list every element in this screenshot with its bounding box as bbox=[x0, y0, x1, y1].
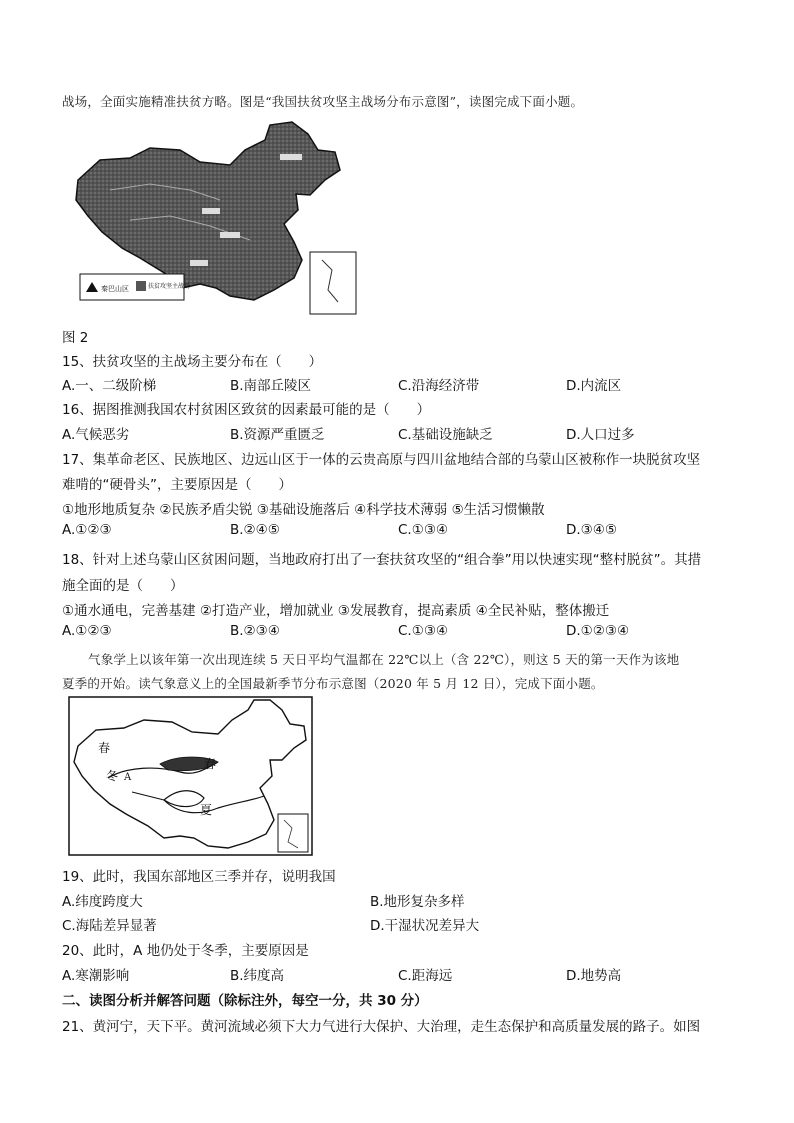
option-d[interactable]: D.人口过多 bbox=[566, 427, 635, 443]
option-a[interactable]: A.纬度跨度大 bbox=[62, 894, 143, 910]
option-c[interactable]: C.海陆差异显著 bbox=[62, 918, 157, 934]
q17-stem-2: 难啃的“硬骨头”，主要原因是（ ） bbox=[62, 477, 292, 493]
q18-items: ①通水通电，完善基建 ②打造产业，增加就业 ③发展教育，提高素质 ④全民补贴，整体搬迁 bbox=[62, 603, 610, 619]
option-c[interactable]: C.基础设施缺乏 bbox=[398, 427, 493, 443]
intro-text: 战场，全面实施精准扶贫方略。图是“我国扶贫攻坚主战场分布示意图”，读图完成下面小题。 bbox=[62, 94, 584, 109]
label-chun-right: 春 bbox=[204, 757, 217, 771]
option-c[interactable]: C.①③④ bbox=[398, 623, 449, 639]
q19-stem: 19、此时，我国东部地区三季并存，说明我国 bbox=[62, 869, 336, 885]
option-d[interactable]: D.干湿状况差异大 bbox=[370, 918, 480, 934]
option-a[interactable]: A.气候恶劣 bbox=[62, 427, 130, 443]
option-b[interactable]: B.资源严重匮乏 bbox=[230, 427, 325, 443]
q17-items: ①地形地质复杂 ②民族矛盾尖锐 ③基础设施落后 ④科学技术薄弱 ⑤生活习惯懒散 bbox=[62, 502, 545, 518]
q18-stem-1: 18、针对上述乌蒙山区贫困问题，当地政府打出了一套扶贫攻坚的“组合拳”用以快速实现“整村脱贫”。其措 bbox=[62, 552, 702, 568]
season-map bbox=[68, 696, 313, 856]
option-d[interactable]: D.内流区 bbox=[566, 378, 622, 394]
label-dong: 冬 bbox=[106, 769, 119, 783]
figure-caption: 图 2 bbox=[62, 330, 89, 346]
option-c[interactable]: C.①③④ bbox=[398, 522, 449, 538]
label-xia: 夏 bbox=[200, 803, 213, 817]
label-chun-left: 春 bbox=[98, 741, 111, 755]
option-b[interactable]: B.②④⑤ bbox=[230, 522, 280, 538]
option-c[interactable]: C.沿海经济带 bbox=[398, 378, 480, 394]
option-b[interactable]: B.南部丘陵区 bbox=[230, 378, 312, 394]
intro2-line-2: 夏季的开始。读气象意义上的全国最新季节分布示意图（2020 年 5 月 12 日），完成下面小题。 bbox=[62, 676, 604, 691]
option-c[interactable]: C.距海远 bbox=[398, 968, 453, 984]
q20-stem: 20、此时，A 地仍处于冬季，主要原因是 bbox=[62, 943, 309, 959]
option-a[interactable]: A.寒潮影响 bbox=[62, 968, 130, 984]
option-b[interactable]: B.地形复杂多样 bbox=[370, 894, 465, 910]
option-a[interactable]: A.①②③ bbox=[62, 522, 112, 538]
option-d[interactable]: D.①②③④ bbox=[566, 623, 630, 639]
intro2-line-1: 气象学上以该年第一次出现连续 5 天日平均气温都在 22℃以上（含 22℃），则这 5 天的第一天作为该地 bbox=[88, 652, 680, 667]
poverty-map bbox=[70, 120, 362, 318]
q17-stem-1: 17、集革命老区、民族地区、边远山区于一体的云贵高原与四川盆地结合部的乌蒙山区被称作一块脱贫攻坚 bbox=[62, 452, 701, 468]
option-d[interactable]: D.③④⑤ bbox=[566, 522, 617, 538]
option-a[interactable]: A.一、二级阶梯 bbox=[62, 378, 157, 394]
option-a[interactable]: A.①②③ bbox=[62, 623, 112, 639]
option-d[interactable]: D.地势高 bbox=[566, 968, 622, 984]
q15-stem: 15、扶贫攻坚的主战场主要分布在（ ） bbox=[62, 354, 323, 370]
q21-stem: 21、黄河宁，天下平。黄河流域必须下大力气进行大保护、大治理，走生态保护和高质量发展的路子。如图 bbox=[62, 1019, 701, 1035]
option-b[interactable]: B.②③④ bbox=[230, 623, 280, 639]
map1-legend-1: 秦巴山区 bbox=[101, 285, 129, 293]
section-2-title: 二、读图分析并解答问题（除标注外，每空一分，共 30 分） bbox=[62, 993, 428, 1009]
label-a: A bbox=[124, 772, 132, 783]
q18-stem-2: 施全面的是（ ） bbox=[62, 578, 184, 594]
q16-stem: 16、据图推测我国农村贫困区致贫的因素最可能的是（ ） bbox=[62, 402, 431, 418]
option-b[interactable]: B.纬度高 bbox=[230, 968, 285, 984]
map1-legend-2: 扶贫攻坚主战场 bbox=[148, 283, 191, 290]
